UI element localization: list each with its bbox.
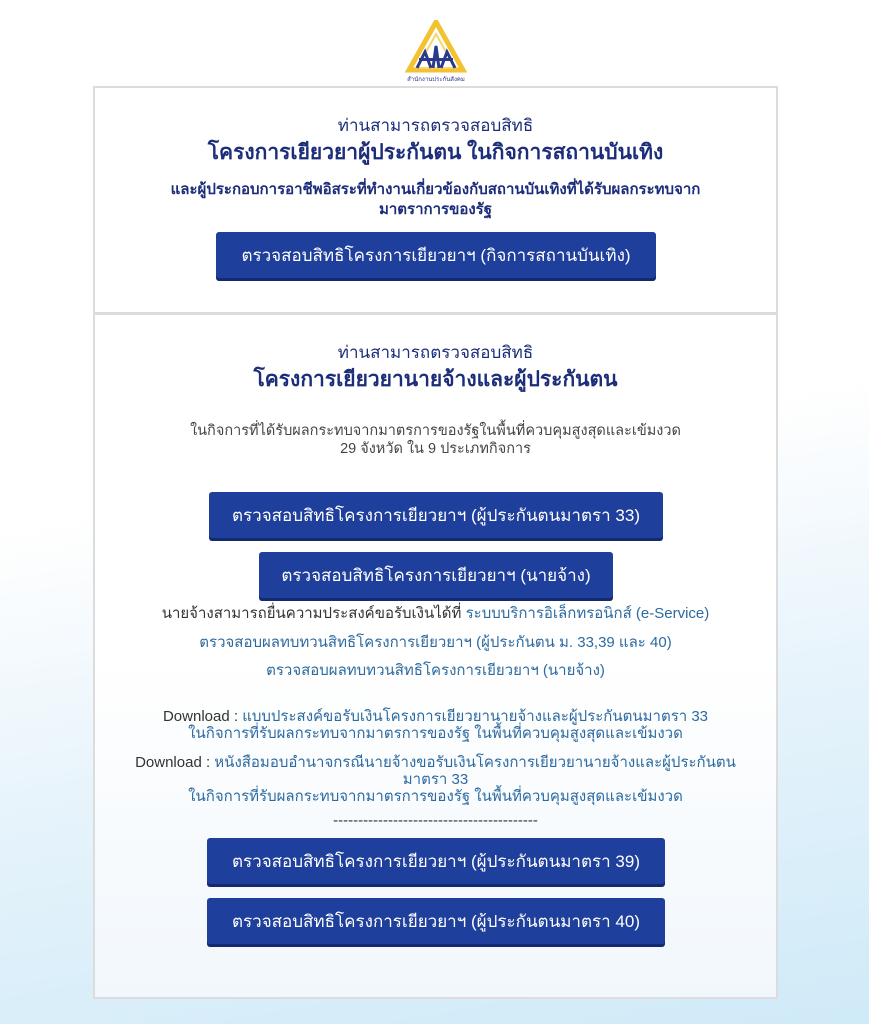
review-insured-row (95, 633, 776, 652)
download1-link[interactable]: แบบประสงค์ขอรับเงินโครงการเยียวยานายจ้างและผู้ประกันตนมาตรา 33 (242, 708, 709, 725)
entertainment-section (95, 88, 776, 315)
section-subtitle-line1: และผู้ประกอบการอาชีพอิสระที่ทำงานเกี่ยวข้องกับสถานบันเทิงที่ได้รับผลกระทบจาก (170, 181, 701, 198)
check-employer-button[interactable]: ตรวจสอบสิทธิโครงการเยียวยาฯ (นายจ้าง) (259, 552, 613, 598)
section-desc-line1: ในกิจการที่ได้รับผลกระทบจากมาตรการของรัฐในพื้นที่ควบคุมสูงสุดและเข้มงวด (190, 423, 681, 439)
separator: ----------------------------------------- (333, 812, 538, 829)
sso-logo (405, 20, 467, 82)
review-insured-link[interactable]: ตรวจสอบผลทบทวนสิทธิโครงการเยียวยาฯ (ผู้ประกันตน ม. 33,39 และ 40) (199, 634, 672, 651)
section-intro: ท่านสามารถตรวจสอบสิทธิ (337, 343, 534, 362)
download1-line2-row (95, 724, 776, 743)
check-section40-button[interactable]: ตรวจสอบสิทธิโครงการเยียวยาฯ (ผู้ประกันตนมาตรา 40) (207, 898, 665, 944)
download2-link[interactable]: หนังสือมอบอำนาจกรณีนายจ้างขอรับเงินโครงการเยียวยานายจ้างและผู้ประกันตน (214, 754, 736, 771)
check-section39-button[interactable]: ตรวจสอบสิทธิโครงการเยียวยาฯ (ผู้ประกันตนมาตรา 39) (207, 838, 665, 884)
review-employer-link[interactable]: ตรวจสอบผลทบทวนสิทธิโครงการเยียวยาฯ (นายจ้าง) (266, 662, 605, 679)
review-employer-row (95, 661, 776, 680)
eservice-line (95, 604, 776, 623)
section-subtitle-line2: มาตราการของรัฐ (378, 201, 492, 218)
download2-line3-row (95, 787, 776, 806)
employer-insured-section (95, 315, 776, 997)
eservice-link[interactable]: ระบบบริการอิเล็กทรอนิกส์ (e-Service) (465, 605, 710, 622)
main-card (93, 86, 778, 999)
eservice-prefix: นายจ้างสามารถยื่นความประสงค์ขอรับเงินได้ที่ (161, 605, 462, 622)
check-section33-button[interactable]: ตรวจสอบสิทธิโครงการเยียวยาฯ (ผู้ประกันตนมาตรา 33) (209, 492, 663, 538)
section-desc-line2: 29 จังหวัด ใน 9 ประเภทกิจการ (340, 441, 531, 457)
section-intro: ท่านสามารถตรวจสอบสิทธิ (337, 116, 534, 135)
section-title: โครงการเยียวยานายจ้างและผู้ประกันตน (253, 368, 618, 391)
download-label: Download : (162, 708, 239, 725)
section-title: โครงการเยียวยาผู้ประกันตน ในกิจการสถานบันเทิง (207, 141, 664, 164)
logo-caption: สำนักงานประกันสังคม (407, 77, 465, 83)
download2-link-line3[interactable]: ในกิจการที่รับผลกระทบจากมาตรการของรัฐ ในพื้นที่ควบคุมสูงสุดและเข้มงวด (188, 788, 683, 805)
download2-link-line2[interactable]: มาตรา 33 (402, 771, 469, 788)
sso-logo-icon (405, 20, 467, 74)
download-label: Download : (135, 754, 211, 771)
download1-link-line2[interactable]: ในกิจการที่รับผลกระทบจากมาตรการของรัฐ ในพื้นที่ควบคุมสูงสุดและเข้มงวด (188, 725, 683, 742)
check-entertainment-button[interactable]: ตรวจสอบสิทธิโครงการเยียวยาฯ (กิจการสถานบันเทิง) (216, 232, 656, 278)
